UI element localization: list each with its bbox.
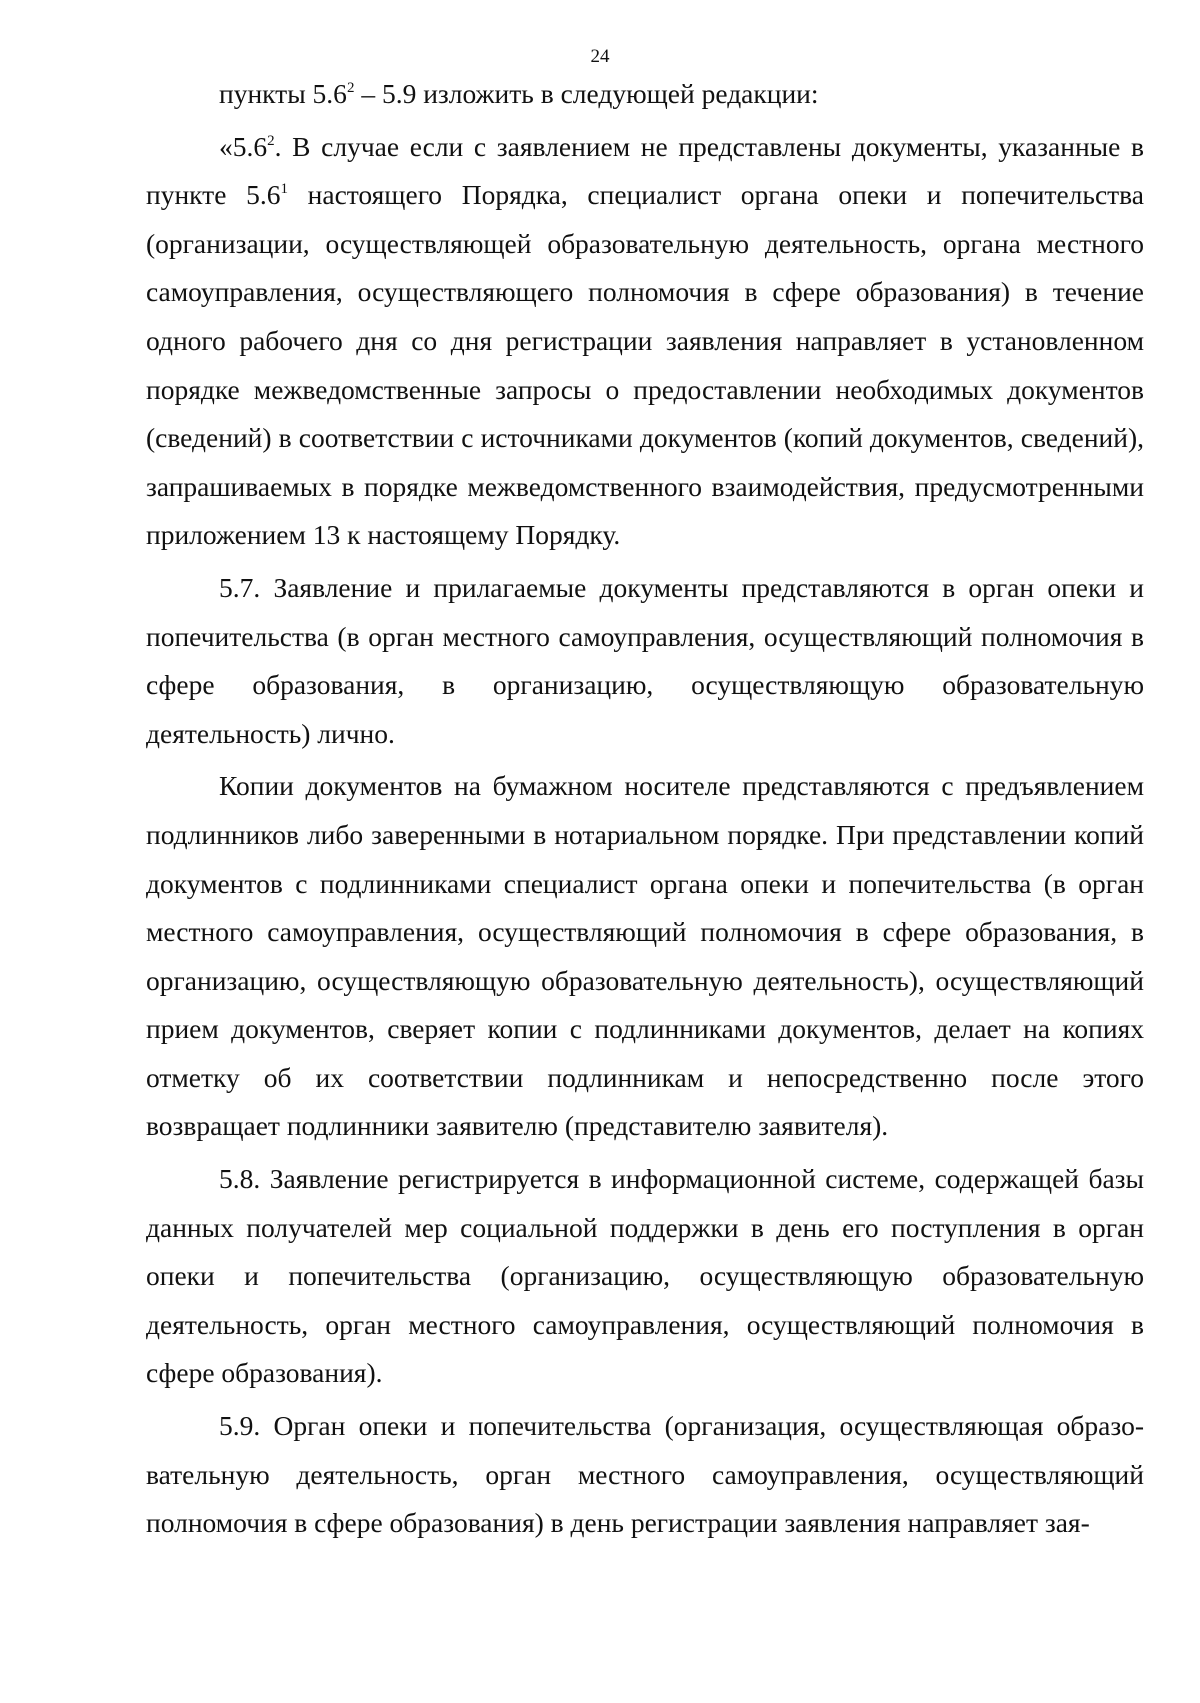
intro-superscript: 2 xyxy=(346,80,355,96)
paragraph-5-7-copies: Копии документов на бумажном носителе представляются с предъявлением подлинников либо заверенными в нотариальном порядке. При представлении копий документов с подлинниками специалист органа опеки и попечительства (в орган местного самоуправления, осуществляющий полномочия в сфере образования, в организацию, осуществляющую образовательную деятельность), осуществляющий прием документов, сверяет копии с подлинниками документов, делает на копиях отметку об их соответствии подлинникам и непосредственно после этого возвращает подлинники заявителю (представителю заявителя). xyxy=(146,770,1144,1142)
paragraph-5-8: 5.8. Заявление регистрируется в информационной системе, содержащей базы данных получателей мер социальной поддержки в день его поступления в орган опеки и попечительства (организацию, осуществляющую образовательную деятельность, орган местного самоуправления, осуществляющий полномочия в сфере образования). xyxy=(146,1163,1144,1389)
p562-text-a: «5.6 xyxy=(219,130,268,162)
p562-text-b: . В случае если с заявлением не представлены документы, указанные в пункте 5.6 xyxy=(146,130,1144,211)
paragraph-5-7: 5.7. Заявление и прилагаемые документы представляются в орган опеки и попечительства (в орган местного самоуправления, осуществляющий полномочия в сфере образования, в организацию, осуществляющую образовательную деятельность) лично. xyxy=(146,571,1144,749)
intro-paragraph xyxy=(146,70,1144,119)
intro-text-start: пункты 5.6 xyxy=(219,78,347,109)
document-body xyxy=(146,70,1144,1552)
p562-superscript-1: 2 xyxy=(267,132,275,149)
intro-text-end: – 5.9 изложить в следующей редакции: xyxy=(354,78,819,109)
paragraph-5-6-2 xyxy=(146,123,1144,560)
paragraph-5-9: 5.9. Орган опеки и попечительства (организация, осуществляющая образовательную деятельность, орган местного самоуправления, осуществляющий полномочия в сфере образования) в день регистрации заявления направляет зая- xyxy=(146,1410,1144,1539)
p562-text-c: настоящего Порядка, специалист органа опеки и попечительства (организации, осуществляющей образовательную деятельность, органа местного самоуправления, осуществляющего полномочия в сфере образования) в течение одного рабочего дня со дня регистрации заявления направляет в установленном порядке межведомственные запросы о предоставлении необходимых документов (сведений) в соответствии с источниками документов (копий документов, сведений), запрашиваемых в порядке межведомственного взаимодействия, предусмотренными приложением 13 к настоящему Порядку. xyxy=(146,179,1145,551)
page-number: 24 xyxy=(590,46,610,67)
p562-superscript-2: 1 xyxy=(280,181,288,198)
